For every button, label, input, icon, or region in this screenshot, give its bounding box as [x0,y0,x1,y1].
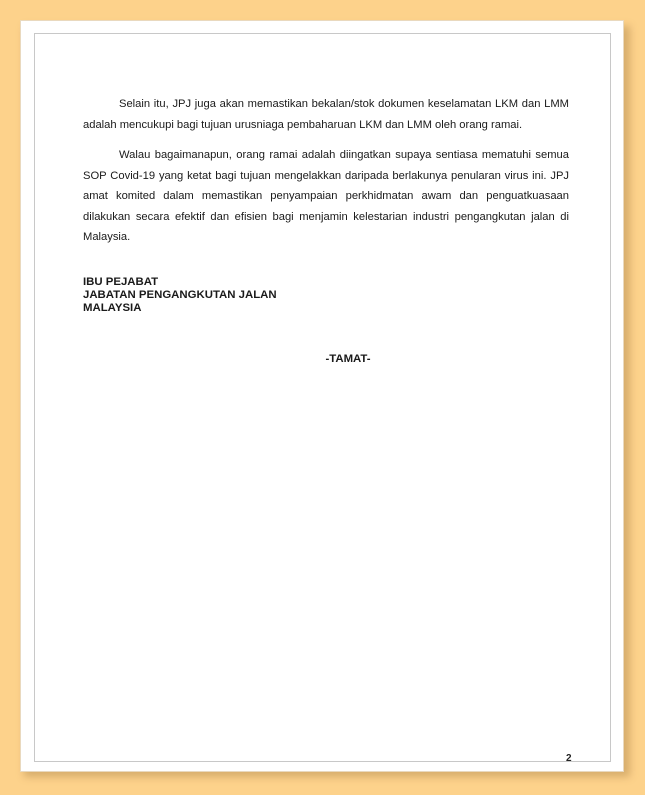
office-signature [83,276,569,315]
office-line-department: JABATAN PENGANGKUTAN JALAN [83,288,277,301]
office-line-country: MALAYSIA [83,301,142,314]
paragraph-sop-reminder: Walau bagaimanapun, orang ramai adalah diingatkan supaya sentiasa mematuhi semua SOP Covid-19 yang ketat bagi tujuan mengelakkan daripada berlakunya penularan virus ini. JPJ amat komited dalam memastikan penyampaian perkhidmatan awam dan penguatkuasaan dilakukan secara efektif dan efisien bagi menjamin kelestarian industri pengangkutan jalan di Malaysia. [83,149,569,243]
office-line-hq: IBU PEJABAT [83,275,159,288]
document-page [20,20,624,772]
page-number: 2 [566,753,572,764]
document-body [83,94,569,365]
paragraph-stock-supply: Selain itu, JPJ juga akan memastikan bekalan/stok dokumen keselamatan LKM dan LMM adalah mencukupi bagi tujuan urusniaga pembaharuan LKM dan LMM oleh orang ramai. [83,98,569,131]
end-marker: -TAMAT- [325,352,371,365]
